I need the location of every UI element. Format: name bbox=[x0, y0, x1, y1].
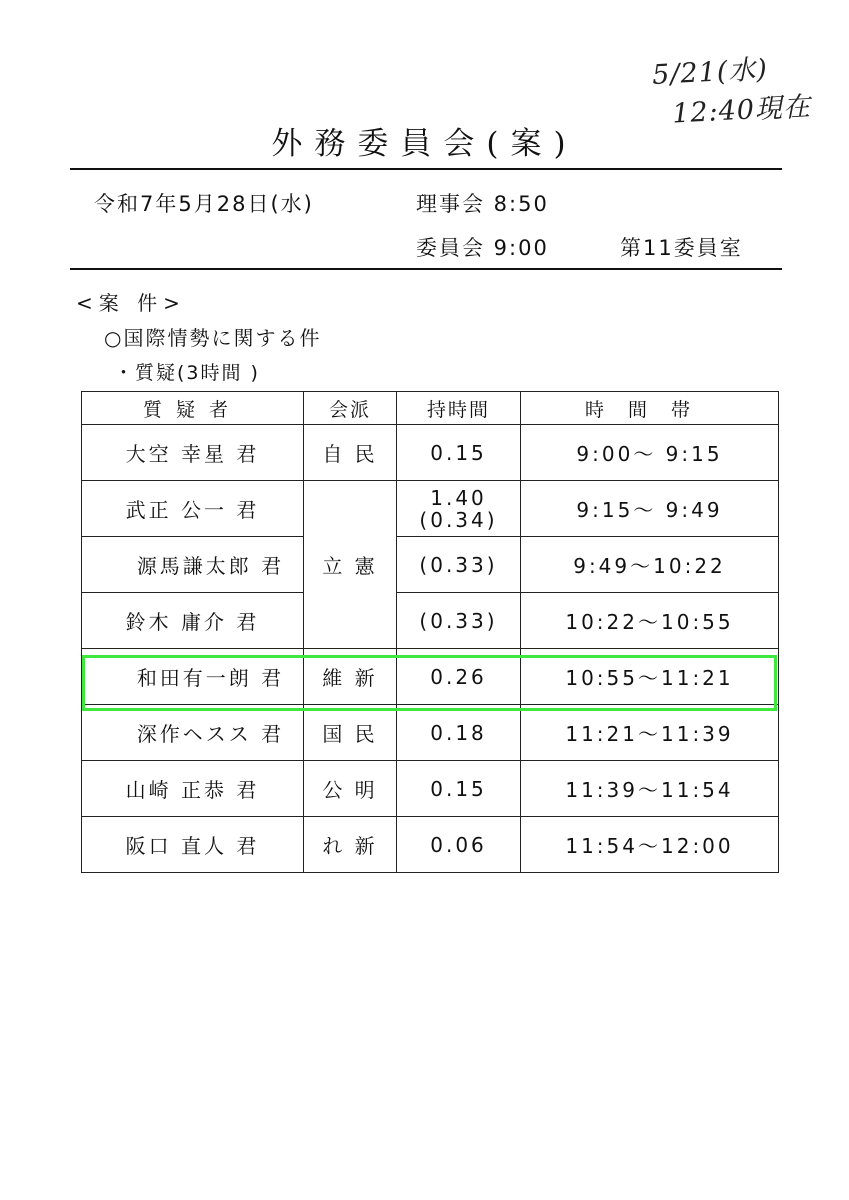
party-cell: 立 憲 bbox=[304, 481, 397, 649]
time-slot-cell: 11:54〜12:00 bbox=[521, 817, 779, 873]
allotted-time-cell: 0.15 bbox=[397, 425, 521, 481]
time-slot-cell: 10:55〜11:21 bbox=[521, 649, 779, 705]
questioner-name: 大空 幸星 君 bbox=[82, 425, 304, 481]
allotted-time-cell: 0.26 bbox=[397, 649, 521, 705]
party-cell: 公 明 bbox=[304, 761, 397, 817]
questioner-name: 和田有一朗 君 bbox=[82, 649, 304, 705]
header-time-slot: 時間帯 bbox=[521, 392, 779, 425]
divider-bottom bbox=[70, 268, 782, 270]
party-cell: れ 新 bbox=[304, 817, 397, 873]
allotted-time-cell: 1.40 (0.34) bbox=[397, 481, 521, 537]
table-row bbox=[82, 705, 779, 761]
header-questioner: 質疑者 bbox=[82, 392, 304, 425]
agenda-item: ○国際情勢に関する件 bbox=[104, 326, 322, 350]
time-slot-cell: 9:00〜 9:15 bbox=[521, 425, 779, 481]
header-party: 会派 bbox=[304, 392, 397, 425]
party-cell: 国 民 bbox=[304, 705, 397, 761]
handwritten-time-note: 12:40現在 bbox=[671, 91, 812, 130]
committee-meeting-time: 委員会 9:00 bbox=[416, 236, 549, 260]
meeting-date: 令和7年5月28日(水) bbox=[94, 192, 314, 216]
table-row bbox=[82, 481, 779, 537]
agenda-heading: <案 件> bbox=[76, 291, 186, 315]
questioner-name: 武正 公一 君 bbox=[82, 481, 304, 537]
allotted-time-cell: (0.33) bbox=[397, 593, 521, 649]
party-cell: 維 新 bbox=[304, 649, 397, 705]
time-slot-cell: 10:22〜10:55 bbox=[521, 593, 779, 649]
questioner-name: 源馬謙太郎 君 bbox=[82, 537, 304, 593]
header-allotted-time: 持時間 bbox=[397, 392, 521, 425]
questioner-name: 阪口 直人 君 bbox=[82, 817, 304, 873]
time-slot-cell: 11:39〜11:54 bbox=[521, 761, 779, 817]
table-row bbox=[82, 817, 779, 873]
table-row bbox=[82, 537, 779, 593]
time-slot-cell: 9:49〜10:22 bbox=[521, 537, 779, 593]
table-row-highlighted bbox=[82, 649, 779, 705]
handwritten-date-note: 5/21(水) bbox=[651, 53, 769, 92]
meeting-room: 第11委員室 bbox=[620, 236, 743, 260]
table-row bbox=[82, 761, 779, 817]
table-row bbox=[82, 425, 779, 481]
party-cell: 自 民 bbox=[304, 425, 397, 481]
allotted-time-cell: 0.06 bbox=[397, 817, 521, 873]
agenda-subitem: ・質疑(3時間 ) bbox=[114, 362, 260, 384]
allotted-time-cell: 0.18 bbox=[397, 705, 521, 761]
schedule-table bbox=[81, 391, 779, 873]
page-title: 外務委員会(案) bbox=[271, 126, 578, 162]
allotted-time-cell: (0.33) bbox=[397, 537, 521, 593]
table-header-row bbox=[82, 392, 779, 425]
questioner-name: 山崎 正恭 君 bbox=[82, 761, 304, 817]
table-row bbox=[82, 593, 779, 649]
questioner-name: 鈴木 庸介 君 bbox=[82, 593, 304, 649]
divider-top bbox=[70, 168, 782, 170]
allotted-time-cell: 0.15 bbox=[397, 761, 521, 817]
time-slot-cell: 9:15〜 9:49 bbox=[521, 481, 779, 537]
questioner-name: 深作ヘスス 君 bbox=[82, 705, 304, 761]
board-meeting-time: 理事会 8:50 bbox=[416, 192, 549, 216]
time-slot-cell: 11:21〜11:39 bbox=[521, 705, 779, 761]
